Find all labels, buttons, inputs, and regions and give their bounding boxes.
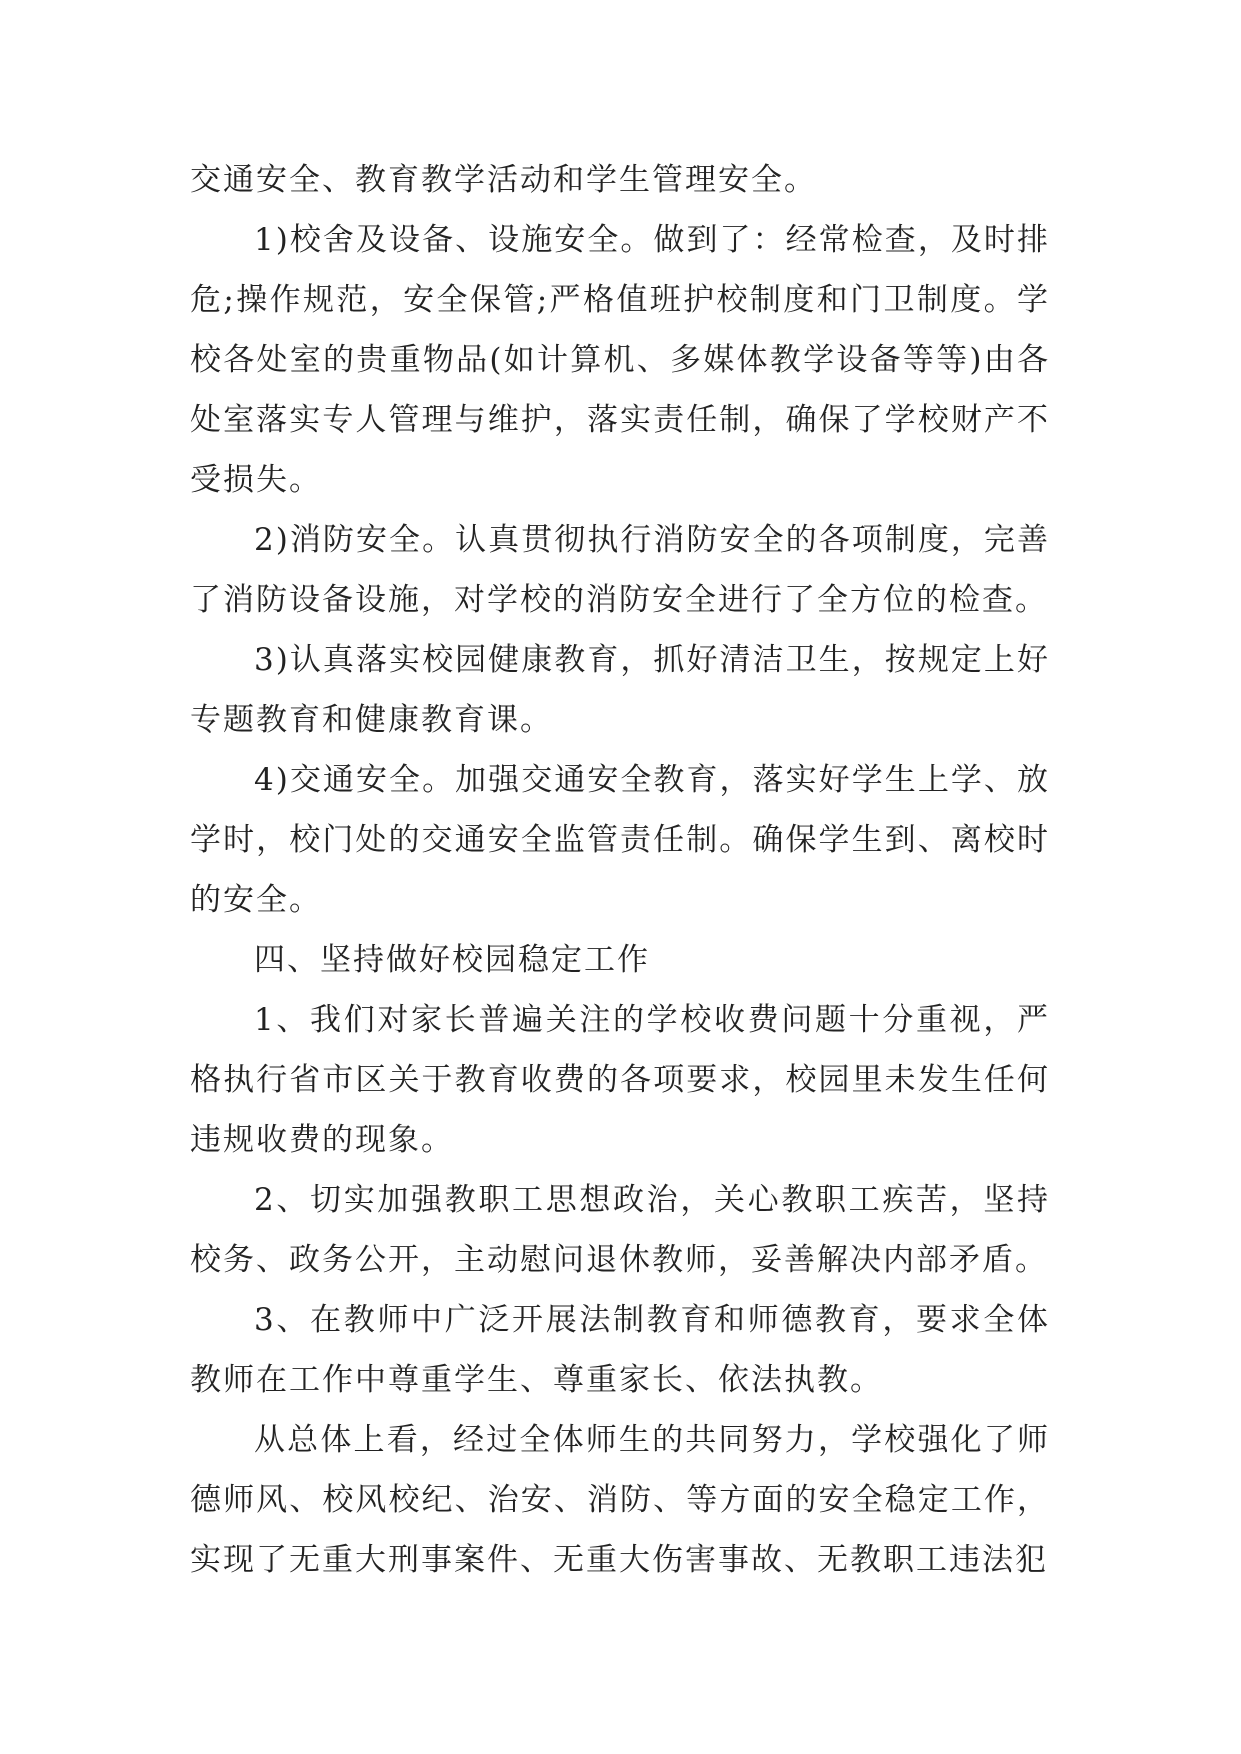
- paragraph-legal-ethics-education: 3、在教师中广泛开展法制教育和师德教育，要求全体教师在工作中尊重学生、尊重家长、依法执教。: [190, 1302, 1050, 1398]
- paragraph-school-facilities-safety: 1)校舍及设备、设施安全。做到了：经常检查，及时排危;操作规范，安全保管;严格值班护校制度和门卫制度。学校各处室的贵重物品(如计算机、多媒体教学设备等等)由各处室落实专人管理与维护，落实责任制，确保了学校财产不受损失。: [190, 222, 1050, 498]
- paragraph-summary: 从总体上看，经过全体师生的共同努力，学校强化了师德师风、校风校纪、治安、消防、等方面的安全稳定工作，实现了无重大刑事案件、无重大伤害事故、无教职工违法犯: [190, 1422, 1050, 1578]
- paragraph-continuation: 交通安全、教育教学活动和学生管理安全。: [190, 162, 817, 198]
- paragraph-fees: 1、我们对家长普遍关注的学校收费问题十分重视，严格执行省市区关于教育收费的各项要求，校园里未发生任何违规收费的现象。: [190, 1002, 1050, 1158]
- paragraph-fire-safety: 2)消防安全。认真贯彻执行消防安全的各项制度，完善了消防设备设施，对学校的消防安全进行了全方位的检查。: [190, 522, 1050, 618]
- paragraph-staff-care: 2、切实加强教职工思想政治，关心教职工疾苦，坚持校务、政务公开，主动慰问退休教师，妥善解决内部矛盾。: [190, 1182, 1050, 1278]
- paragraph-traffic-safety: 4)交通安全。加强交通安全教育，落实好学生上学、放学时，校门处的交通安全监管责任制。确保学生到、离校时的安全。: [190, 762, 1050, 918]
- section-heading-campus-stability: 四、坚持做好校园稳定工作: [254, 942, 650, 978]
- document-body: [190, 150, 1050, 1590]
- paragraph-health-education: 3)认真落实校园健康教育，抓好清洁卫生，按规定上好专题教育和健康教育课。: [190, 642, 1050, 738]
